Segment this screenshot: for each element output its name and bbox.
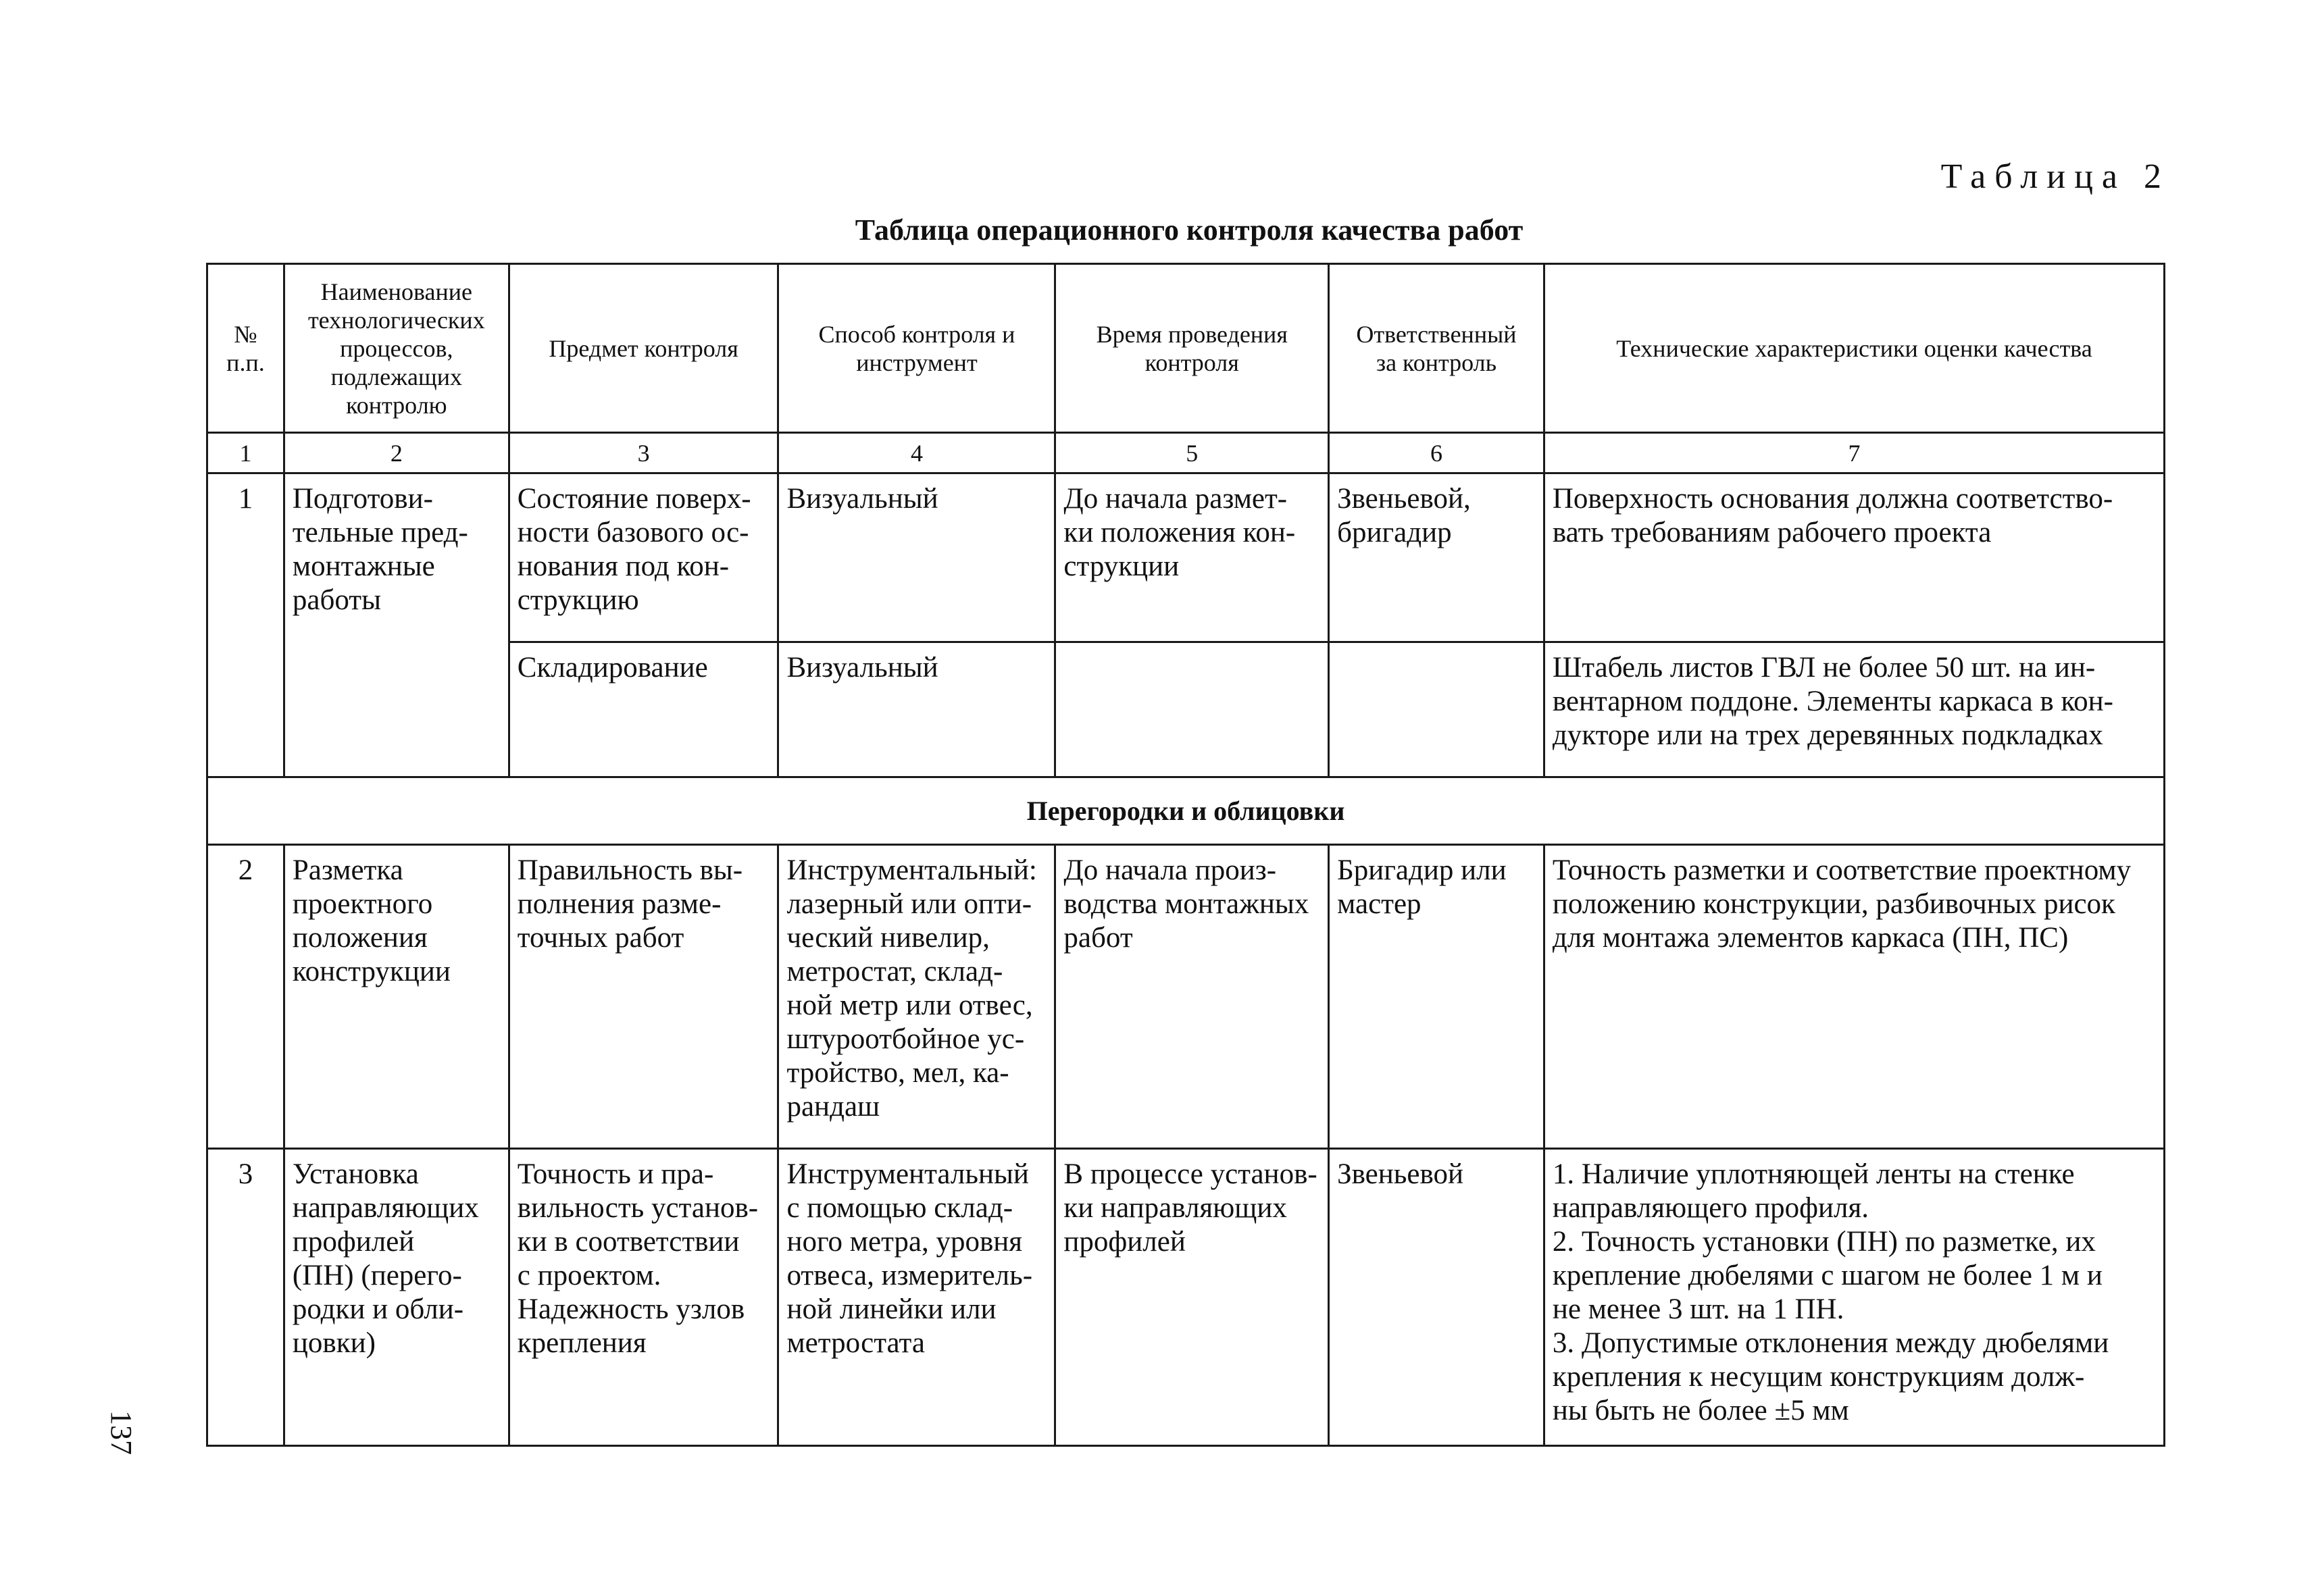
text-line: крепление дюбелями с шагом не более 1 м и <box>1552 1260 2103 1291</box>
text-line: Состояние поверх- <box>517 483 751 515</box>
text-line: профилей <box>1063 1226 1186 1258</box>
header-cell <box>1544 264 2164 433</box>
text-line: струкцию <box>517 584 639 616</box>
responsible-cell <box>1329 642 1544 777</box>
criteria-cell <box>1544 473 2164 642</box>
text-line: контролю <box>346 391 447 419</box>
text-line: Визуальный <box>786 483 938 515</box>
header-cell <box>207 264 284 433</box>
text-line: Визуальный <box>786 652 938 684</box>
text-line: 1. Наличие уплотняющей ленты на стенке <box>1552 1158 2075 1190</box>
text-line: Штабель листов ГВЛ не более 50 шт. на ин- <box>1552 652 2096 684</box>
criteria-cell <box>1544 642 2164 777</box>
text-line: крепления к несущим конструкциям долж- <box>1552 1361 2085 1393</box>
text-line: направляющего профиля. <box>1552 1192 1869 1224</box>
text-line: Наименование <box>320 278 472 305</box>
text-line: направляющих <box>292 1192 479 1224</box>
text-line: Звеньевой <box>1337 1158 1463 1190</box>
text-line: Складирование <box>517 652 708 684</box>
text-line: вать требованиям рабочего проекта <box>1552 517 1992 548</box>
header-cell <box>509 264 778 433</box>
text-line: Время проведения <box>1096 320 1288 348</box>
time-cell <box>1055 473 1329 642</box>
text-line: Способ контроля и <box>818 320 1015 348</box>
text-line: с помощью склад- <box>786 1192 1013 1224</box>
text-line: тельные пред- <box>292 517 468 548</box>
table-row <box>207 845 2165 1149</box>
text-line: ной линейки или <box>786 1293 997 1325</box>
text-line: ности базового ос- <box>517 517 749 548</box>
time-cell <box>1055 1149 1329 1446</box>
text-line: струкции <box>1063 550 1180 582</box>
process-cell <box>284 1149 509 1446</box>
text-line: мастер <box>1337 888 1422 920</box>
text-line: Инструментальный <box>786 1158 1029 1190</box>
text-line: отвеса, измеритель- <box>786 1260 1033 1291</box>
text-line: Правильность вы- <box>517 854 743 886</box>
text-line: работ <box>1063 922 1133 954</box>
column-number: 5 <box>1055 433 1329 473</box>
text-line: ны быть не более ±5 мм <box>1552 1395 1849 1426</box>
text-line: Инструментальный: <box>786 854 1037 886</box>
text-line: В процессе установ- <box>1063 1158 1317 1190</box>
text-line: подлежащих <box>330 363 462 390</box>
text-line: точных работ <box>517 922 684 954</box>
text-line: п.п. <box>226 349 265 376</box>
text-line: за контроль <box>1376 349 1497 376</box>
text-line: До начала произ- <box>1063 854 1277 886</box>
text-line: положения <box>292 922 428 954</box>
criteria-cell <box>1544 845 2164 1149</box>
method-cell <box>778 845 1055 1149</box>
text-line: Подготови- <box>292 483 433 515</box>
text-line: ного метра, уровня <box>786 1226 1023 1258</box>
table-row <box>207 473 2165 642</box>
responsible-cell <box>1329 473 1544 642</box>
row-number: 2 <box>207 845 284 1149</box>
subject-cell <box>509 473 778 642</box>
text-line: положению конструкции, разбивочных рисок <box>1552 888 2115 920</box>
text-line: метростата <box>786 1327 925 1359</box>
column-number: 4 <box>778 433 1055 473</box>
section-title: Перегородки и облицовки <box>207 777 2165 845</box>
column-number: 3 <box>509 433 778 473</box>
text-line: крепления <box>517 1327 647 1359</box>
text-line: ной метр или отвес, <box>786 989 1033 1021</box>
text-line: Разметка <box>292 854 403 886</box>
responsible-cell <box>1329 845 1544 1149</box>
text-line: нования под кон- <box>517 550 730 582</box>
text-line: цовки) <box>292 1327 376 1359</box>
text-line: рандаш <box>786 1091 880 1123</box>
text-line: тройство, мел, ка- <box>786 1057 1009 1089</box>
table-title: Таблица операционного контроля качества работ <box>855 213 1524 247</box>
text-line: Надежность узлов <box>517 1293 745 1325</box>
header-cell <box>284 264 509 433</box>
text-line: Ответственный <box>1356 320 1517 348</box>
process-cell <box>284 473 509 777</box>
text-line: водства монтажных <box>1063 888 1309 920</box>
subject-cell <box>509 1149 778 1446</box>
text-line: ки в соответствии <box>517 1226 740 1258</box>
subject-cell <box>509 642 778 777</box>
column-number: 7 <box>1544 433 2164 473</box>
text-line: бригадир <box>1337 517 1452 548</box>
criteria-cell <box>1544 1149 2164 1446</box>
text-line: работы <box>292 584 381 616</box>
text-line: полнения разме- <box>517 888 722 920</box>
column-number: 1 <box>207 433 284 473</box>
text-line: с проектом. <box>517 1260 661 1291</box>
text-line: монтажные <box>292 550 435 582</box>
text-line: метростат, склад- <box>786 956 1003 987</box>
method-cell <box>778 642 1055 777</box>
table-row <box>207 1149 2165 1446</box>
text-line: для монтажа элементов каркаса (ПН, ПС) <box>1552 922 2069 954</box>
quality-control-table <box>206 263 2165 1447</box>
process-cell <box>284 845 509 1149</box>
table-number: Таблица 2 <box>1940 157 2170 196</box>
text-line: Звеньевой, <box>1337 483 1471 515</box>
time-cell <box>1055 845 1329 1149</box>
text-line: вильность установ- <box>517 1192 759 1224</box>
text-line: ки направляющих <box>1063 1192 1287 1224</box>
column-number-row <box>207 433 2165 473</box>
text-line: (ПН) (перего- <box>292 1260 462 1291</box>
text-line: Поверхность основания должна соответство- <box>1552 483 2113 515</box>
header-cell <box>778 264 1055 433</box>
text-line: ческий нивелир, <box>786 922 990 954</box>
method-cell <box>778 1149 1055 1446</box>
text-line: не менее 3 шт. на 1 ПН. <box>1552 1293 1844 1325</box>
text-line: процессов, <box>340 334 453 362</box>
text-line: ки положения кон- <box>1063 517 1296 548</box>
text-line: лазерный или опти- <box>786 888 1032 920</box>
text-line: № <box>234 320 257 348</box>
text-line: контроля <box>1145 349 1239 376</box>
text-line: вентарном поддоне. Элементы каркаса в кон- <box>1552 686 2113 717</box>
header-cell <box>1055 264 1329 433</box>
text-line: Предмет контроля <box>549 334 738 362</box>
text-line: дукторе или на трех деревянных подкладках <box>1552 719 2103 751</box>
text-line: профилей <box>292 1226 415 1258</box>
row-number: 1 <box>207 473 284 777</box>
text-line: Технические характеристики оценки качества <box>1616 334 2092 362</box>
time-cell <box>1055 642 1329 777</box>
text-line: Бригадир или <box>1337 854 1507 886</box>
column-number: 6 <box>1329 433 1544 473</box>
page-number: 137 <box>105 1410 138 1455</box>
method-cell <box>778 473 1055 642</box>
text-line: родки и обли- <box>292 1293 464 1325</box>
header-cell <box>1329 264 1544 433</box>
row-number: 3 <box>207 1149 284 1446</box>
text-line: Установка <box>292 1158 419 1190</box>
text-line: Точность и пра- <box>517 1158 714 1190</box>
text-line: До начала размет- <box>1063 483 1288 515</box>
subject-cell <box>509 845 778 1149</box>
section-row <box>207 777 2165 845</box>
text-line: 3. Допустимые отклонения между дюбелями <box>1552 1327 2109 1359</box>
text-line: Точность разметки и соответствие проектному <box>1552 854 2132 886</box>
text-line: штуроотбойное ус- <box>786 1023 1025 1055</box>
text-line: технологических <box>307 306 485 334</box>
column-number: 2 <box>284 433 509 473</box>
responsible-cell <box>1329 1149 1544 1446</box>
header-row <box>207 264 2165 433</box>
text-line: инструмент <box>856 349 978 376</box>
text-line: проектного <box>292 888 433 920</box>
text-line: 2. Точность установки (ПН) по разметке, их <box>1552 1226 2096 1258</box>
text-line: конструкции <box>292 956 451 987</box>
